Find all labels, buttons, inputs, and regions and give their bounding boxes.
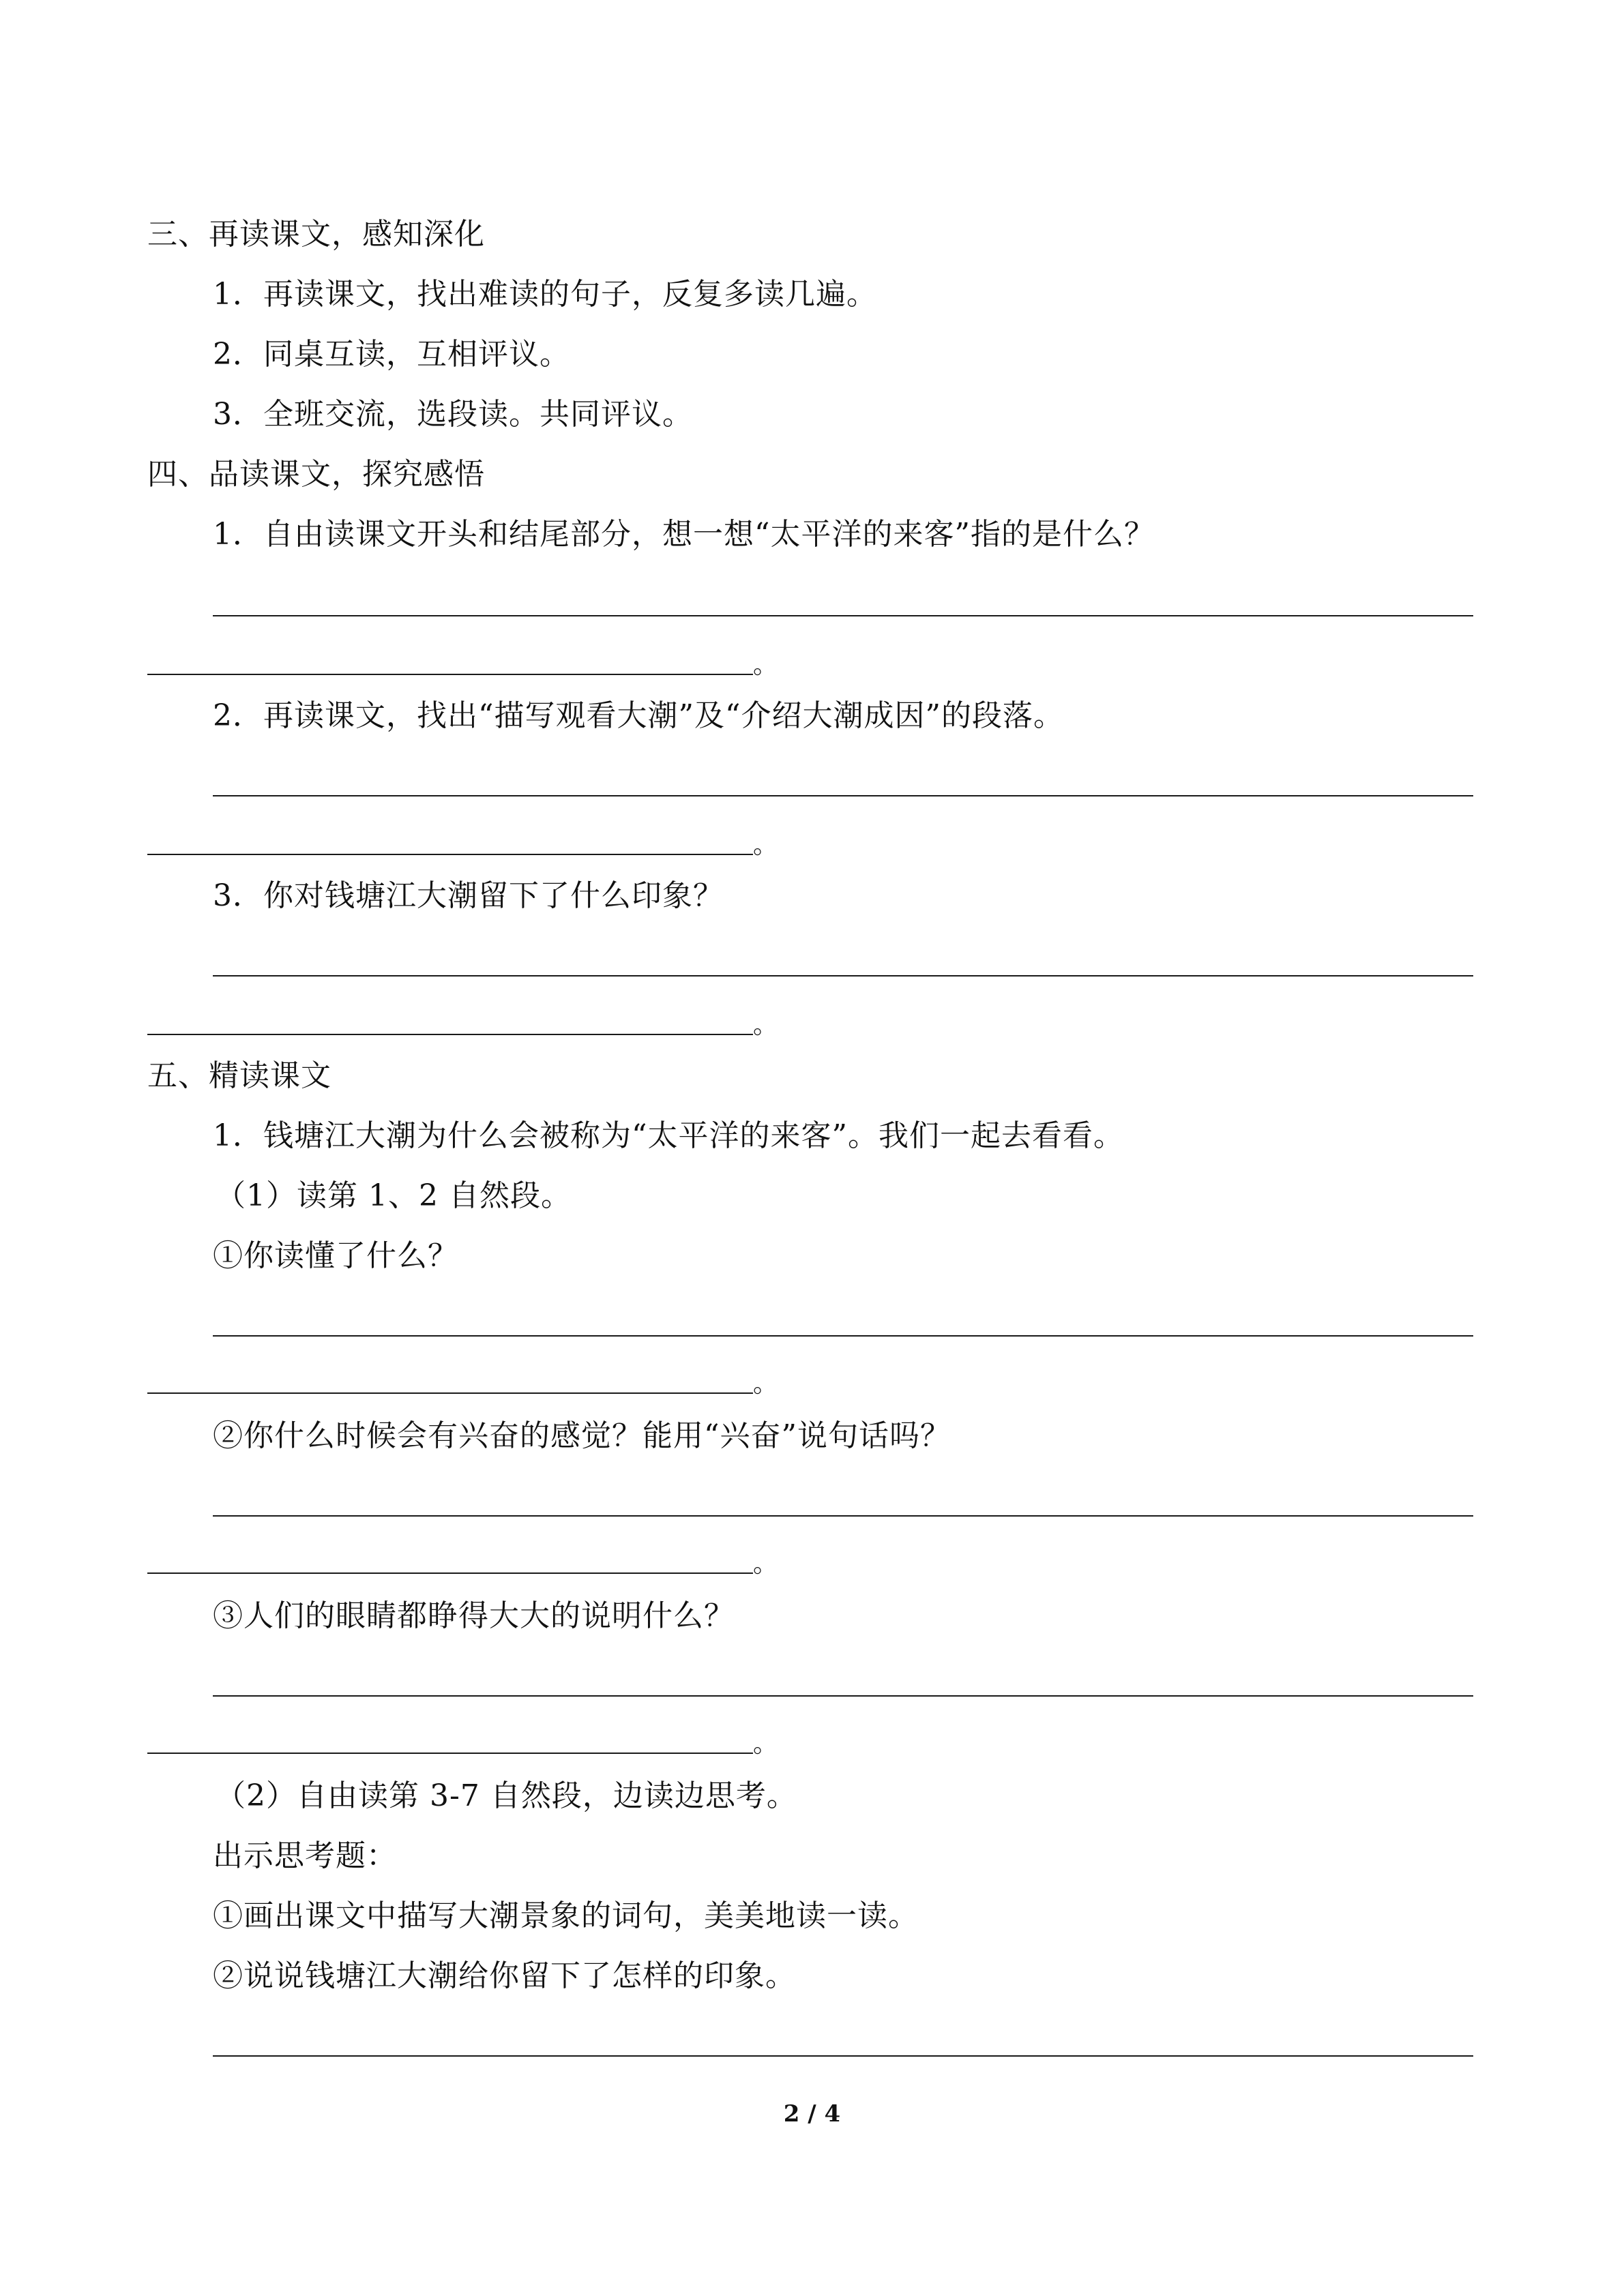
section5-question-1: 1．钱塘江大潮为什么会被称为“太平洋的来客”。我们一起去看看。 — [213, 1118, 1124, 1153]
section5-sub-question-3: ③人们的眼睛都睁得大大的说明什么？ — [213, 1598, 735, 1633]
answer-line[interactable] — [213, 1695, 1473, 1697]
answer-line[interactable] — [213, 615, 1473, 616]
section5-part-2: （2）自由读第 3-7 自然段，边读边思考。 — [216, 1778, 797, 1813]
answer-line[interactable] — [213, 795, 1473, 796]
answer-line[interactable] — [147, 854, 753, 855]
section3-item-1: 1．再读课文，找出难读的句子，反复多读几遍。 — [213, 277, 877, 312]
answer-line[interactable] — [147, 674, 753, 675]
answer-line[interactable] — [147, 1572, 753, 1574]
section4-question-2: 2．再读课文，找出“描写观看大潮”及“介绍大潮成因”的段落。 — [213, 698, 1064, 733]
answer-end-mark: 。 — [753, 1730, 778, 1758]
answer-line[interactable] — [147, 1392, 753, 1394]
section4-question-1: 1．自由读课文开头和结尾部分，想一想“太平洋的来客”指的是什么？ — [213, 517, 1155, 552]
answer-line[interactable] — [213, 975, 1473, 976]
answer-line[interactable] — [147, 1753, 753, 1754]
section5-part-1: （1）读第 1、2 自然段。 — [216, 1178, 572, 1213]
answer-end-mark: 。 — [753, 1011, 778, 1039]
think-prompt-label: 出示思考题： — [213, 1838, 397, 1873]
think-question-1: ①画出课文中描写大潮景象的词句，美美地读一读。 — [213, 1898, 919, 1933]
think-question-2: ②说说钱塘江大潮给你留下了怎样的印象。 — [213, 1958, 796, 1993]
answer-line[interactable] — [147, 1034, 753, 1035]
section5-sub-question-2: ②你什么时候会有兴奋的感觉？能用“兴奋”说句话吗？ — [213, 1418, 951, 1453]
section3-item-3: 3．全班交流，选段读。共同评议。 — [213, 397, 693, 432]
answer-end-mark: 。 — [753, 1370, 778, 1398]
section5-sub-question-1: ①你读懂了什么？ — [213, 1238, 458, 1273]
section4-question-3: 3．你对钱塘江大潮留下了什么印象？ — [213, 878, 724, 913]
answer-line[interactable] — [213, 1515, 1473, 1517]
answer-line[interactable] — [213, 2055, 1473, 2057]
answer-end-mark: 。 — [753, 831, 778, 859]
page-number: 2 / 4 — [783, 2100, 841, 2128]
section4-heading: 四、品读课文，探究感悟 — [147, 457, 485, 492]
section3-item-2: 2．同桌互读，互相评议。 — [213, 337, 570, 372]
answer-end-mark: 。 — [753, 651, 778, 679]
section5-heading: 五、精读课文 — [147, 1058, 331, 1093]
section3-heading: 三、再读课文，感知深化 — [147, 217, 485, 252]
answer-line[interactable] — [213, 1335, 1473, 1337]
answer-end-mark: 。 — [753, 1550, 778, 1578]
